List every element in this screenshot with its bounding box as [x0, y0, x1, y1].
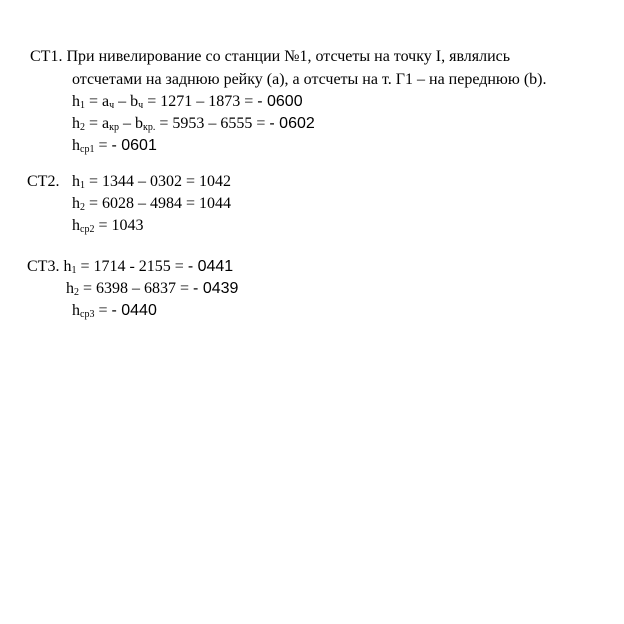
st1-label: СТ1. — [30, 48, 63, 65]
st3-h1-line: СТ3. $h_1 = 1714 - 2155$ = - 0441 — [27, 258, 234, 276]
st1-hcp-formula: $h_{ср1}$ = - 0601 — [72, 137, 157, 155]
st1-text-line1: При нивелирование со станции №1, отсчеты на точку I, являлись — [66, 48, 511, 65]
st3-hcp-result: - 0440 — [111, 302, 157, 319]
st3-hcp-formula: $h_{ср3}$ = - 0440 — [72, 302, 157, 320]
st1-hcp-result: - 0601 — [111, 137, 157, 154]
st1-h1-result: - 0600 — [257, 93, 303, 110]
st2-h2-formula: $h_2 = 6028 - 4984 = 1044$ — [72, 195, 232, 213]
st2-h1-line — [27, 172, 59, 192]
st3-h2-formula: $h_2 = 6398 - 6837$ = - 0439 — [66, 280, 239, 298]
st1-text-line2: отсчетами на заднюю рейку (а), а отсчеты на т. Г1 – на переднюю (b). — [72, 71, 547, 88]
st2-hcp-formula: $h_{ср2} = 1043$ — [72, 217, 144, 235]
st1-h2-formula: $h_2 = a_{кр} - b_{кр.} = 5953 - 6555$ = - 0602 — [72, 115, 315, 133]
st3-label: СТ3. — [27, 258, 60, 275]
st3-h1-result: - 0441 — [187, 258, 234, 275]
st3-h2-result: - 0439 — [193, 280, 239, 297]
st2-label: СТ2. — [27, 173, 60, 190]
st1-h2-result: - 0602 — [269, 115, 315, 132]
st2-h1-formula: $h_1 = 1344 - 0302 = 1042$ — [72, 173, 232, 191]
st1-intro-line1 — [30, 47, 510, 67]
st1-intro-line2 — [72, 70, 546, 90]
st1-h1-formula: $h_1 = a_ч - b_ч = 1271 - 1873$ = - 0600 — [72, 93, 303, 111]
